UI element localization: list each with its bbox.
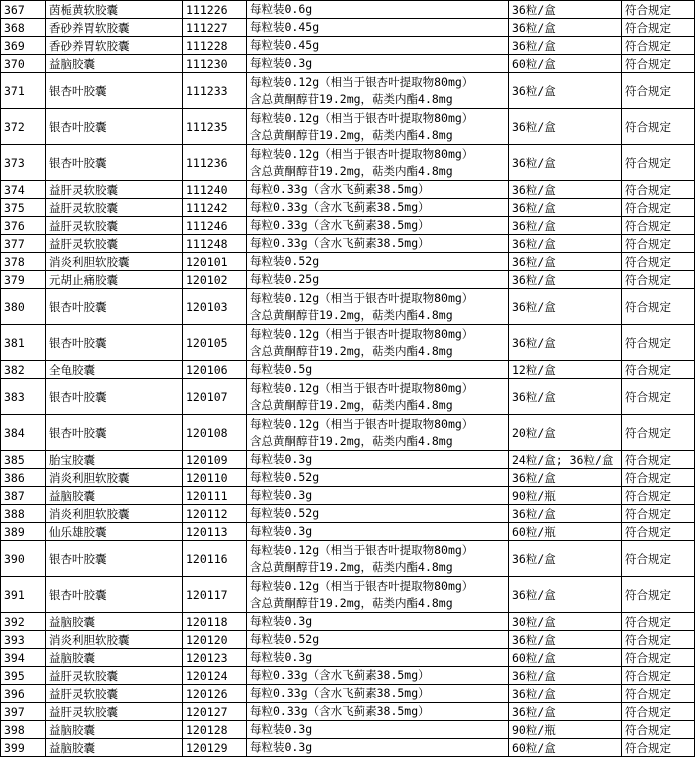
table-row [1,613,695,631]
table-row [1,523,695,541]
row-number-cell: 396 [1,685,46,703]
product-name-cell: 益肝灵软胶囊 [46,181,183,199]
batch-code-cell: 111248 [183,235,247,253]
product-name-cell: 银杏叶胶囊 [46,541,183,577]
batch-code-cell: 111246 [183,217,247,235]
result-cell: 符合规定 [622,739,695,757]
table-row [1,37,695,55]
product-name-cell: 银杏叶胶囊 [46,145,183,181]
table-row [1,55,695,73]
row-number-cell: 386 [1,469,46,487]
batch-code-cell: 111227 [183,19,247,37]
package-cell: 36粒/盒 [509,577,622,613]
row-number-cell: 382 [1,361,46,379]
result-cell: 符合规定 [622,721,695,739]
specification-line: 每粒0.33g（含水飞蓟素38.5mg） [250,182,430,196]
product-name-cell: 全龟胶囊 [46,361,183,379]
row-number-cell: 383 [1,379,46,415]
specification-cell [247,577,509,613]
specification-line: 每粒装0.12g（相当于银杏叶提取物80mg） [250,290,474,305]
row-number-cell: 372 [1,109,46,145]
specification-line: 每粒装0.12g（相当于银杏叶提取物80mg） [250,110,474,125]
specification-line: 每粒装0.52g [250,506,320,520]
specification-cell [247,289,509,325]
batch-code-cell: 120111 [183,487,247,505]
specification-line: 每粒装0.3g [250,722,313,736]
result-cell: 符合规定 [622,73,695,109]
specification-line: 每粒0.33g（含水飞蓟素38.5mg） [250,236,430,250]
product-name-cell: 银杏叶胶囊 [46,415,183,451]
batch-code-cell: 120103 [183,289,247,325]
specification-line: 每粒装0.5g [250,362,313,376]
package-cell: 36粒/盒 [509,703,622,721]
specification-line: 含总黄酮醇苷19.2mg，萜类内酯4.8mg [250,91,453,106]
result-cell: 符合规定 [622,649,695,667]
specification-cell [247,451,509,469]
specification-line: 含总黄酮醇苷19.2mg，萜类内酯4.8mg [250,127,453,142]
product-name-cell: 银杏叶胶囊 [46,325,183,361]
product-name-cell: 益肝灵软胶囊 [46,217,183,235]
result-cell: 符合规定 [622,703,695,721]
result-cell: 符合规定 [622,1,695,19]
row-number-cell: 399 [1,739,46,757]
package-cell: 36粒/盒 [509,217,622,235]
package-cell: 36粒/盒 [509,289,622,325]
table-row [1,73,695,109]
result-cell: 符合规定 [622,631,695,649]
specification-line: 每粒装0.12g（相当于银杏叶提取物80mg） [250,416,474,431]
result-cell: 符合规定 [622,541,695,577]
row-number-cell: 391 [1,577,46,613]
batch-code-cell: 120120 [183,631,247,649]
product-name-cell: 益肝灵软胶囊 [46,199,183,217]
specification-cell [247,1,509,19]
product-name-cell: 消炎利胆软胶囊 [46,469,183,487]
batch-code-cell: 120128 [183,721,247,739]
table-row [1,271,695,289]
specification-cell [247,649,509,667]
result-cell: 符合规定 [622,361,695,379]
table-row [1,145,695,181]
specification-cell [247,703,509,721]
specification-cell [247,631,509,649]
row-number-cell: 371 [1,73,46,109]
result-cell: 符合规定 [622,145,695,181]
result-cell: 符合规定 [622,523,695,541]
specification-line: 含总黄酮醇苷19.2mg，萜类内酯4.8mg [250,343,453,358]
batch-code-cell: 120126 [183,685,247,703]
specification-line: 每粒装0.3g [250,614,313,628]
result-cell: 符合规定 [622,181,695,199]
result-cell: 符合规定 [622,685,695,703]
package-cell: 90粒/瓶 [509,487,622,505]
batch-code-cell: 120101 [183,253,247,271]
product-name-cell: 银杏叶胶囊 [46,109,183,145]
row-number-cell: 381 [1,325,46,361]
package-cell: 12粒/盒 [509,361,622,379]
result-cell: 符合规定 [622,109,695,145]
specification-line: 每粒装0.12g（相当于银杏叶提取物80mg） [250,578,474,593]
product-name-cell: 益肝灵软胶囊 [46,703,183,721]
table-row [1,577,695,613]
table-row [1,109,695,145]
result-cell: 符合规定 [622,55,695,73]
package-cell: 36粒/盒 [509,631,622,649]
specification-line: 每粒0.33g（含水飞蓟素38.5mg） [250,218,430,232]
table-row [1,199,695,217]
specification-cell [247,469,509,487]
package-cell: 36粒/盒 [509,505,622,523]
table-row [1,451,695,469]
specification-cell [247,613,509,631]
batch-code-cell: 120113 [183,523,247,541]
specification-cell [247,523,509,541]
specification-line: 每粒装0.3g [250,524,313,538]
table-row [1,217,695,235]
package-cell: 36粒/盒 [509,181,622,199]
package-cell: 30粒/盒 [509,613,622,631]
package-cell: 60粒/盒 [509,739,622,757]
row-number-cell: 375 [1,199,46,217]
row-number-cell: 394 [1,649,46,667]
specification-line: 每粒装0.3g [250,56,313,70]
product-name-cell: 胎宝胶囊 [46,451,183,469]
product-name-cell: 益脑胶囊 [46,55,183,73]
table-row [1,703,695,721]
result-cell: 符合规定 [622,379,695,415]
specification-cell [247,487,509,505]
table-row [1,721,695,739]
package-cell: 36粒/盒 [509,667,622,685]
row-number-cell: 388 [1,505,46,523]
table-row [1,649,695,667]
row-number-cell: 380 [1,289,46,325]
result-cell: 符合规定 [622,199,695,217]
table-row [1,631,695,649]
table-row [1,685,695,703]
specification-line: 每粒装0.6g [250,2,313,16]
specification-line: 每粒0.33g（含水飞蓟素38.5mg） [250,668,430,682]
specification-line: 含总黄酮醇苷19.2mg，萜类内酯4.8mg [250,163,453,178]
batch-code-cell: 111236 [183,145,247,181]
table-row [1,289,695,325]
package-cell: 36粒/盒 [509,379,622,415]
specification-line: 每粒装0.25g [250,272,320,286]
row-number-cell: 390 [1,541,46,577]
specification-cell [247,505,509,523]
row-number-cell: 374 [1,181,46,199]
package-cell: 60粒/瓶 [509,523,622,541]
table-row [1,469,695,487]
specification-cell [247,109,509,145]
row-number-cell: 378 [1,253,46,271]
package-cell: 36粒/盒 [509,199,622,217]
product-name-cell: 银杏叶胶囊 [46,73,183,109]
row-number-cell: 368 [1,19,46,37]
result-cell: 符合规定 [622,667,695,685]
result-cell: 符合规定 [622,19,695,37]
specification-cell [247,55,509,73]
product-name-cell: 消炎利胆软胶囊 [46,253,183,271]
specification-line: 每粒装0.12g（相当于银杏叶提取物80mg） [250,542,474,557]
product-name-cell: 仙乐雄胶囊 [46,523,183,541]
product-name-cell: 香砂养胃软胶囊 [46,19,183,37]
specification-line: 每粒装0.52g [250,632,320,646]
specification-line: 每粒装0.12g（相当于银杏叶提取物80mg） [250,380,474,395]
result-cell: 符合规定 [622,577,695,613]
result-cell: 符合规定 [622,505,695,523]
batch-code-cell: 120109 [183,451,247,469]
specification-line: 每粒装0.45g [250,20,320,34]
batch-code-cell: 120118 [183,613,247,631]
row-number-cell: 377 [1,235,46,253]
specification-cell [247,415,509,451]
table-row [1,253,695,271]
batch-code-cell: 120124 [183,667,247,685]
package-cell: 36粒/盒 [509,235,622,253]
row-number-cell: 373 [1,145,46,181]
table-row [1,379,695,415]
product-name-cell: 益脑胶囊 [46,487,183,505]
row-number-cell: 392 [1,613,46,631]
specification-cell [247,235,509,253]
specification-cell [247,361,509,379]
package-cell: 24粒/盒; 36粒/盒 [509,451,622,469]
table-row [1,19,695,37]
specification-line: 每粒装0.12g（相当于银杏叶提取物80mg） [250,74,474,89]
specification-line: 每粒装0.52g [250,254,320,268]
product-name-cell: 银杏叶胶囊 [46,577,183,613]
batch-code-cell: 120127 [183,703,247,721]
specification-cell [247,253,509,271]
package-cell: 36粒/盒 [509,37,622,55]
row-number-cell: 395 [1,667,46,685]
result-cell: 符合规定 [622,37,695,55]
package-cell: 36粒/盒 [509,541,622,577]
package-cell: 36粒/盒 [509,271,622,289]
result-cell: 符合规定 [622,469,695,487]
row-number-cell: 379 [1,271,46,289]
row-number-cell: 397 [1,703,46,721]
table-row [1,325,695,361]
specification-cell [247,73,509,109]
table-row [1,415,695,451]
result-cell: 符合规定 [622,415,695,451]
specification-cell [247,739,509,757]
row-number-cell: 389 [1,523,46,541]
row-number-cell: 369 [1,37,46,55]
specification-line: 每粒0.33g（含水飞蓟素38.5mg） [250,686,430,700]
package-cell: 20粒/盒 [509,415,622,451]
product-name-cell: 茵栀黄软胶囊 [46,1,183,19]
package-cell: 36粒/盒 [509,73,622,109]
result-cell: 符合规定 [622,235,695,253]
row-number-cell: 385 [1,451,46,469]
specification-cell [247,199,509,217]
table-row [1,235,695,253]
batch-code-cell: 111240 [183,181,247,199]
product-name-cell: 香砂养胃软胶囊 [46,37,183,55]
specification-line: 每粒装0.52g [250,470,320,484]
specification-cell [247,541,509,577]
result-cell: 符合规定 [622,253,695,271]
table-row [1,361,695,379]
batch-code-cell: 120123 [183,649,247,667]
product-name-cell: 益脑胶囊 [46,649,183,667]
specification-line: 含总黄酮醇苷19.2mg，萜类内酯4.8mg [250,397,453,412]
batch-code-cell: 120117 [183,577,247,613]
package-cell: 36粒/盒 [509,19,622,37]
table-row [1,667,695,685]
product-name-cell: 益脑胶囊 [46,721,183,739]
specification-cell [247,685,509,703]
product-name-cell: 益脑胶囊 [46,613,183,631]
table-row [1,487,695,505]
specification-cell [247,37,509,55]
batch-code-cell: 120107 [183,379,247,415]
row-number-cell: 370 [1,55,46,73]
package-cell: 36粒/盒 [509,1,622,19]
package-cell: 90粒/瓶 [509,721,622,739]
batch-code-cell: 111233 [183,73,247,109]
specification-line: 每粒装0.3g [250,740,313,754]
specification-cell [247,721,509,739]
specification-cell [247,181,509,199]
package-cell: 36粒/盒 [509,253,622,271]
batch-code-cell: 111242 [183,199,247,217]
specification-cell [247,271,509,289]
product-name-cell: 消炎利胆软胶囊 [46,505,183,523]
table-body [1,1,695,757]
product-name-cell: 益肝灵软胶囊 [46,685,183,703]
package-cell: 36粒/盒 [509,145,622,181]
package-cell: 36粒/盒 [509,325,622,361]
specification-line: 每粒0.33g（含水飞蓟素38.5mg） [250,200,430,214]
specification-line: 每粒装0.12g（相当于银杏叶提取物80mg） [250,146,474,161]
batch-code-cell: 120110 [183,469,247,487]
package-cell: 36粒/盒 [509,685,622,703]
specification-line: 每粒0.33g（含水飞蓟素38.5mg） [250,704,430,718]
table-row [1,541,695,577]
product-name-cell: 益肝灵软胶囊 [46,235,183,253]
specification-line: 每粒装0.3g [250,452,313,466]
product-name-cell: 消炎利胆软胶囊 [46,631,183,649]
row-number-cell: 387 [1,487,46,505]
specification-cell [247,19,509,37]
result-cell: 符合规定 [622,289,695,325]
table-row [1,1,695,19]
batch-code-cell: 111230 [183,55,247,73]
table-row [1,505,695,523]
specification-line: 含总黄酮醇苷19.2mg，萜类内酯4.8mg [250,595,453,610]
result-cell: 符合规定 [622,271,695,289]
result-cell: 符合规定 [622,487,695,505]
specification-cell [247,379,509,415]
table-row [1,739,695,757]
batch-code-cell: 120129 [183,739,247,757]
batch-code-cell: 120112 [183,505,247,523]
batch-code-cell: 120105 [183,325,247,361]
specification-line: 每粒装0.3g [250,488,313,502]
batch-code-cell: 120108 [183,415,247,451]
specification-cell [247,145,509,181]
product-name-cell: 银杏叶胶囊 [46,379,183,415]
package-cell: 60粒/盒 [509,55,622,73]
product-name-cell: 元胡止痛胶囊 [46,271,183,289]
batch-code-cell: 120102 [183,271,247,289]
package-cell: 36粒/盒 [509,469,622,487]
package-cell: 60粒/盒 [509,649,622,667]
specification-line: 含总黄酮醇苷19.2mg，萜类内酯4.8mg [250,559,453,574]
product-name-cell: 银杏叶胶囊 [46,289,183,325]
specification-line: 含总黄酮醇苷19.2mg，萜类内酯4.8mg [250,307,453,322]
result-cell: 符合规定 [622,217,695,235]
specification-line: 每粒装0.12g（相当于银杏叶提取物80mg） [250,326,474,341]
row-number-cell: 367 [1,1,46,19]
row-number-cell: 376 [1,217,46,235]
package-cell: 36粒/盒 [509,109,622,145]
result-cell: 符合规定 [622,613,695,631]
batch-code-cell: 120116 [183,541,247,577]
row-number-cell: 384 [1,415,46,451]
specification-cell [247,325,509,361]
specification-cell [247,217,509,235]
specification-line: 含总黄酮醇苷19.2mg，萜类内酯4.8mg [250,433,453,448]
specification-line: 每粒装0.45g [250,38,320,52]
result-cell: 符合规定 [622,325,695,361]
batch-code-cell: 111235 [183,109,247,145]
product-name-cell: 益脑胶囊 [46,739,183,757]
specification-line: 每粒装0.3g [250,650,313,664]
result-cell: 符合规定 [622,451,695,469]
table-row [1,181,695,199]
batch-code-cell: 111228 [183,37,247,55]
batch-code-cell: 120106 [183,361,247,379]
batch-code-cell: 111226 [183,1,247,19]
product-name-cell: 益肝灵软胶囊 [46,667,183,685]
row-number-cell: 398 [1,721,46,739]
specification-cell [247,667,509,685]
row-number-cell: 393 [1,631,46,649]
